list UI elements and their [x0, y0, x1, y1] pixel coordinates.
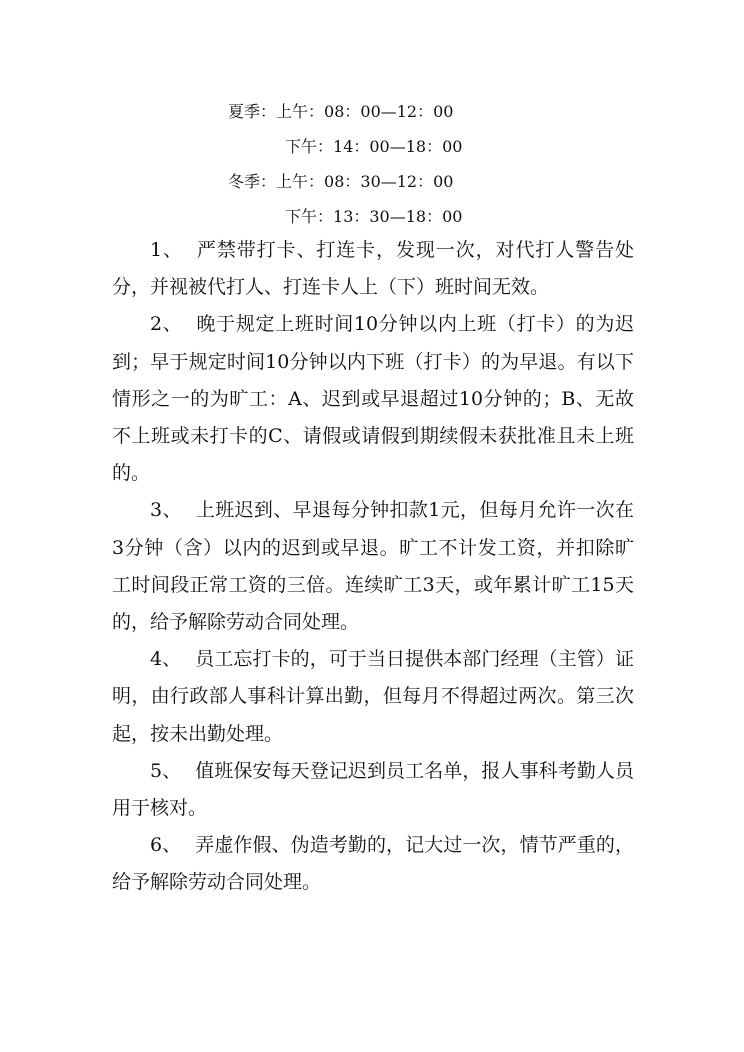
schedule-summer-afternoon — [285, 137, 462, 157]
schedule-time: 08：00—12：00 — [324, 102, 454, 121]
schedule-summer-morning — [228, 102, 453, 122]
rule-number: 4、 — [150, 648, 182, 671]
schedule-period: 下午： — [285, 207, 334, 226]
schedule-time: 08：30—12：00 — [324, 172, 454, 191]
rule-item — [112, 641, 634, 753]
schedule-time: 14：00—18：00 — [333, 137, 463, 156]
rules-list — [112, 232, 634, 902]
schedule-period: 上午： — [276, 172, 325, 191]
rule-number: 5、 — [150, 759, 182, 782]
rule-number: 1、 — [150, 239, 183, 261]
rule-number: 6、 — [150, 834, 182, 857]
rule-item — [112, 232, 634, 306]
rule-item — [112, 492, 634, 641]
schedule-winter-afternoon — [285, 207, 462, 227]
schedule-season: 冬季： — [228, 172, 277, 191]
schedule-season: 夏季： — [228, 102, 277, 121]
schedule-time: 13：30—18：00 — [333, 207, 463, 226]
rule-number: 3、 — [150, 499, 182, 522]
rule-text: 弄虚作假、伪造考勤的，记大过一次，情节严重的，给予解除劳动合同处理。 — [112, 834, 634, 894]
rule-item — [112, 827, 634, 901]
rule-item — [112, 753, 634, 827]
rule-text: 上班迟到、早退每分钟扣款1元，但每月允许一次在3分钟（含）以内的迟到或早退。旷工不计发工资，并扣除旷工时间段正常工资的三倍。连续旷工3天，或年累计旷工15天的，给予解除劳动合同处理。 — [112, 499, 634, 634]
rule-text: 值班保安每天登记迟到员工名单，报人事科考勤人员用于核对。 — [112, 759, 634, 820]
rule-number: 2、 — [150, 313, 183, 336]
rule-text: 员工忘打卡的，可于当日提供本部门经理（主管）证明，由行政部人事科计算出勤，但每月不得超过两次。第三次起，按未出勤处理。 — [112, 648, 634, 745]
schedule-period: 下午： — [285, 137, 334, 156]
rule-text: 晚于规定上班时间10分钟以内上班（打卡）的为迟到；早于规定时间10分钟以内下班（打卡）的为早退。有以下情形之一的为旷工：A、迟到或早退超过10分钟的；B、无故不上班或未打卡的C、请假或请假到期续假未获批准且未上班的。 — [112, 313, 634, 485]
schedule-period: 上午： — [276, 102, 325, 121]
schedule-winter-morning — [228, 172, 453, 192]
rule-text: 严禁带打卡、打连卡，发现一次，对代打人警告处分，并视被代打人、打连卡人上（下）班时间无效。 — [112, 239, 634, 299]
rule-item — [112, 306, 634, 492]
